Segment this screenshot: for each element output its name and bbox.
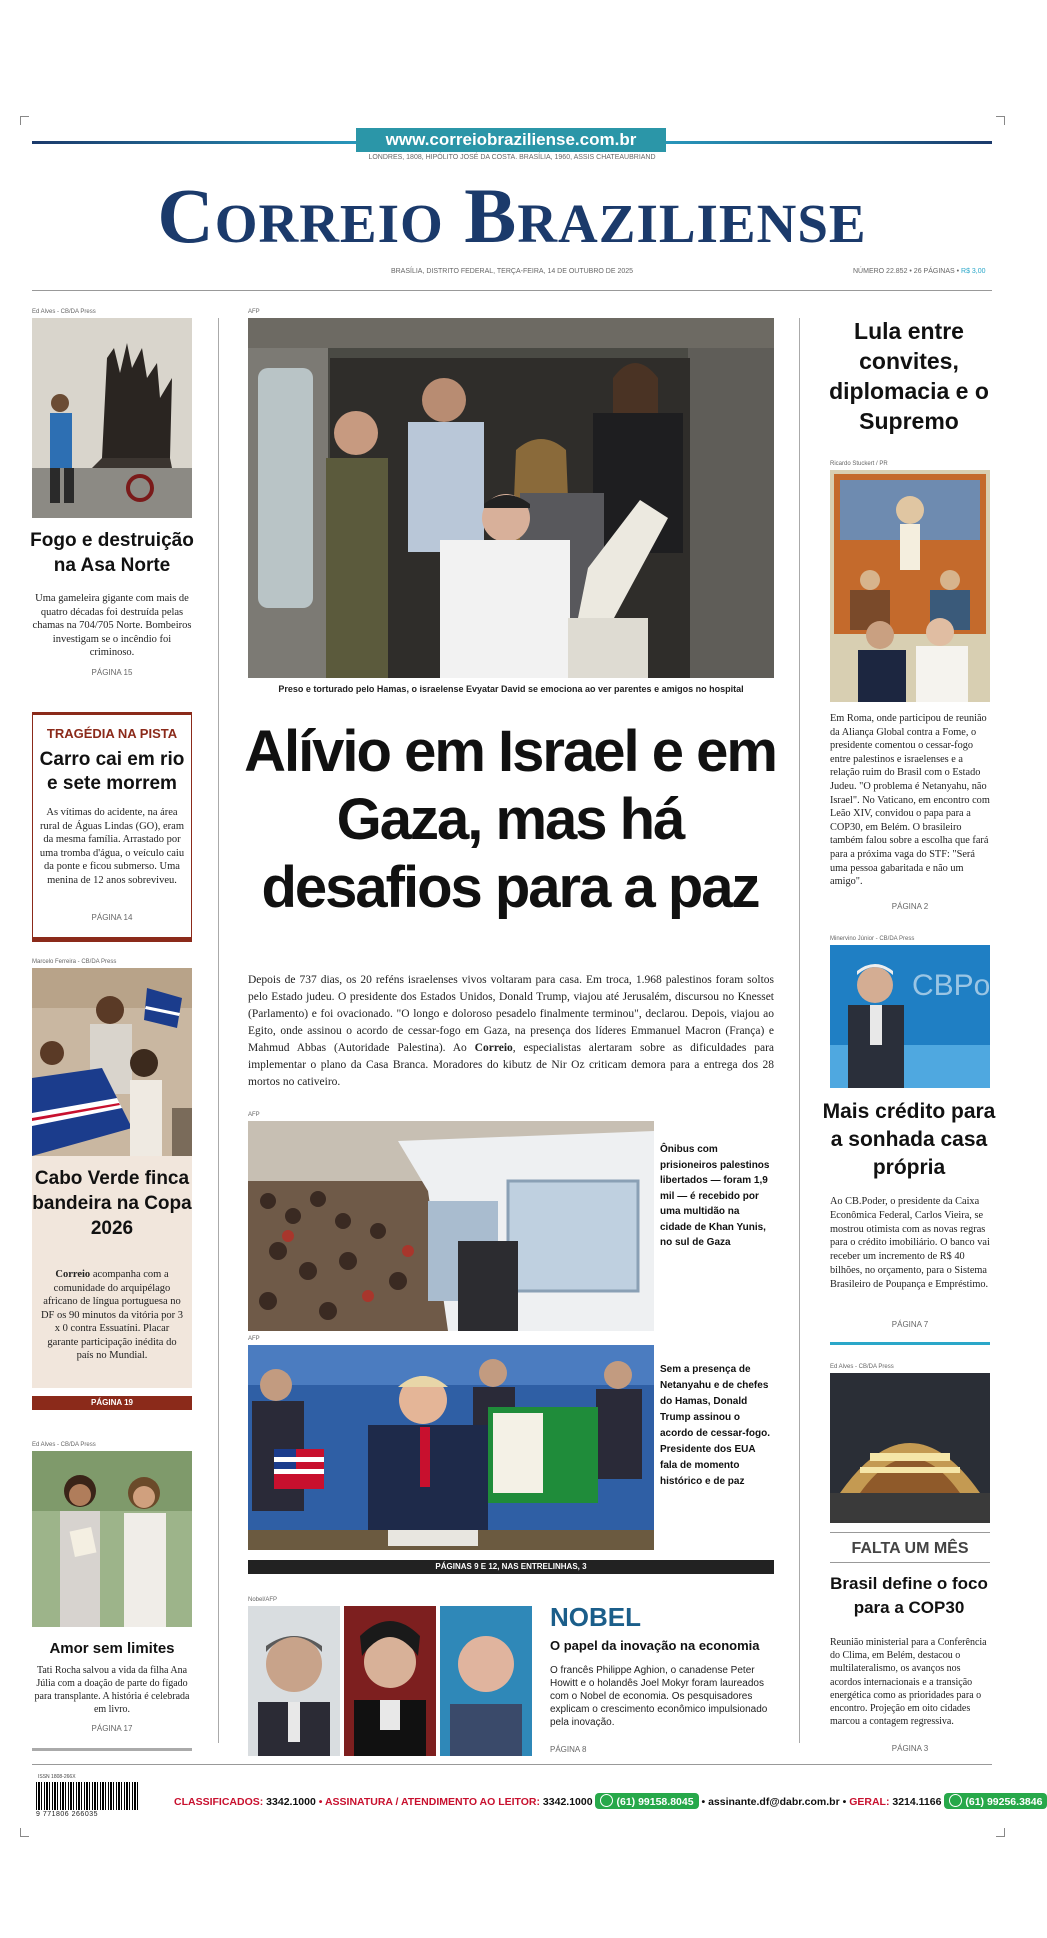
fire-page[interactable]: PÁGINA 15: [91, 668, 133, 677]
whatsapp-icon: [949, 1794, 962, 1807]
photo-credit: Ricardo Stuckert / PR: [830, 461, 888, 467]
nobel-photo-howitt[interactable]: [344, 1606, 436, 1756]
cbpoder-screen-text: CBPoder: [912, 969, 1034, 1002]
cop-kicker: FALTA UM MÊS: [851, 1540, 969, 1557]
nobel-body: O francês Philippe Aghion, o canadense Peter Howitt e o holandês Joel Mokyr foram laureados com o Nobel de economia. Os pesquisadores explicam o crescimento econômico impulsionado pela inovação.: [550, 1665, 768, 1728]
main-photo[interactable]: [248, 318, 774, 678]
photo-credit: Ed Alves - CB/DA Press: [830, 1364, 894, 1370]
masthead-dateline: BRASÍLIA, DISTRITO FEDERAL, TERÇA-FEIRA, 14 DE OUTUBRO DE 2025: [390, 268, 634, 275]
photo-credit: Ed Alves - CB/DA Press: [32, 1442, 96, 1448]
lula-title[interactable]: Lula entre convites, diplomacia e o Supremo: [829, 318, 989, 434]
main-headline[interactable]: Alívio em Israel e em Gaza, mas há desafios para a paz: [244, 719, 776, 920]
tragedy-body: As vítimas do acidente, na área rural de Águas Lindas (GO), eram da mesma família. Arrastado por uma tromba d'água, o veículo caiu da ponte e ficou submerso. Uma menina de 12 anos sobreviveu.: [39, 807, 185, 886]
newspaper-name: Correio Braziliense: [157, 172, 867, 259]
lead-text: Depois de 737 dias, os 20 reféns israelenses vivos voltaram para casa. Em troca, 1.968 palestinos foram soltos pelo Estado judeu. O presidente dos Estados Unidos, Donald Trump, viajou até Jerusalém, discursou no Knesset (Parlamento) e foi ovacionado. "O longo e doloroso pesadelo finalmente terminou", declarou. Depois, viajou ao Egito, onde assinou o acordo de cessar-fogo em Gaza, na presença dos líderes Emmanuel Macron (França) e Mahmud Abbas (Autoridade Palestina). Ao: [248, 974, 774, 1054]
crop-mark: [20, 1828, 29, 1837]
caixa-body: Ao CB.Poder, o presidente da Caixa Econômica Federal, Carlos Vieira, se mostrou otimista com as novas regras para o crédito imobiliário. O banco vai receber um incremento de R$ 40 bilhões, no orçamento, para o Sistema Brasileiro de Poupança e Empréstimo.: [830, 1196, 990, 1290]
rule: [830, 1562, 990, 1563]
love-title[interactable]: Amor sem limites: [49, 1640, 175, 1657]
photo-credit: AFP: [248, 1112, 260, 1118]
assinatura-label: • ASSINATURA / ATENDIMENTO AO LEITOR:: [318, 1796, 540, 1808]
photo-credit: AFP: [248, 309, 260, 315]
main-photo-caption: Preso e torturado pelo Hamas, o israelense Evyatar David se emociona ao ver parentes e amigos no hospital: [278, 684, 744, 694]
cop-body: Reunião ministerial para a Conferência do Clima, em Belém, destacou o multilateralismo, os avanços nos acordos internacionais e a transição energética como as prioridades para o encontro. Projeção em oito cidades marcou a contagem regressiva.: [830, 1637, 987, 1728]
photo-credit: AFP: [248, 1336, 260, 1342]
column-divider: [218, 318, 219, 1743]
bus-photo[interactable]: [248, 1121, 654, 1331]
whatsapp-badge-2[interactable]: [944, 1793, 1047, 1809]
footer-contacts: [174, 1793, 1047, 1809]
accent-rule: [830, 1342, 990, 1345]
whatsapp-number: (61) 99158.8045: [616, 1796, 694, 1808]
crop-mark: [20, 116, 29, 125]
trump-caption: Sem a presença de Netanyahu e de chefes do Hamas, Donald Trump assinou o acordo de cessar-fogo. Presidente dos EUA fala de momento histórico e de paz: [660, 1364, 771, 1487]
price: R$ 3,00: [961, 268, 986, 275]
nobel-page[interactable]: PÁGINA 8: [550, 1745, 587, 1754]
lula-page[interactable]: PÁGINA 2: [891, 902, 929, 911]
trump-photo[interactable]: [248, 1345, 654, 1550]
fire-title[interactable]: Fogo e destruição na Asa Norte: [30, 530, 194, 576]
tragedy-page[interactable]: PÁGINA 14: [91, 913, 133, 922]
correio-strong: Correio: [474, 1042, 513, 1054]
lula-body: Em Roma, onde participou de reunião da Aliança Global contra a Fome, o presidente comentou o cessar-fogo entre palestinos e israelenses e a relação ruim do Brasil com o Estado Judeu. "O problema é Netanyahu, não Israel". No Vaticano, em encontro com Leão XIV, convidou o papa para a COP30, em Belém. O brasileiro também falou sobre a escolha que fará para a próxima vaga do STF: "Será uma pessoa gabaritada e não um amigo".: [830, 713, 990, 888]
main-lead: [248, 972, 774, 1091]
whatsapp-badge-1[interactable]: [595, 1793, 698, 1809]
nobel-photo-mokyr[interactable]: [440, 1606, 532, 1756]
caixa-title[interactable]: Mais crédito para a sonhada casa própria: [822, 1100, 996, 1179]
fire-body: Uma gameleira gigante com mais de quatro décadas foi destruída pelas chamas na 704/705 Norte. Bombeiros investigam se o incêndio foi criminoso.: [32, 593, 192, 658]
cop-page[interactable]: PÁGINA 3: [891, 1744, 929, 1753]
lula-photo[interactable]: [830, 470, 990, 702]
edition-number: NÚMERO 22.852 • 26 PÁGINAS •: [853, 268, 960, 275]
capeverde-title[interactable]: Cabo Verde finca bandeira na Copa 2026: [32, 1168, 192, 1239]
masthead-founders: LONDRES, 1808, HIPÓLITO JOSÉ DA COSTA. BRASÍLIA, 1960, ASSIS CHATEAUBRIAND: [368, 154, 656, 161]
barcode-issn: ISSN 1808-266X: [38, 1774, 76, 1780]
love-page[interactable]: PÁGINA 17: [91, 1724, 133, 1733]
tragedy-title[interactable]: Carro cai em rio e sete morrem: [39, 749, 185, 794]
cop-photo[interactable]: [830, 1373, 990, 1523]
classificados-label: CLASSIFICADOS:: [174, 1796, 264, 1808]
bus-caption: Ônibus com prisioneiros palestinos libertados — foram 1,9 mil — é recebido por uma multidão na cidade de Khan Yunis, no sul de Gaza: [660, 1144, 770, 1248]
photo-credit: Marcelo Ferreira - CB/DA Press: [32, 959, 117, 965]
footer-rule: [32, 1764, 992, 1765]
barcode: [36, 1782, 140, 1810]
capeverde-photo[interactable]: [32, 968, 192, 1156]
capeverde-body: [38, 1268, 186, 1363]
rule: [830, 1532, 990, 1533]
assinatura-phone[interactable]: 3342.1000: [542, 1796, 593, 1808]
masthead-bottom-rule: [32, 290, 992, 291]
barcode-number: 9 771806 266035: [36, 1811, 98, 1818]
classificados-phone[interactable]: 3342.1000: [266, 1796, 316, 1808]
cop-title[interactable]: Brasil define o foco para a COP30: [830, 1574, 988, 1617]
geral-phone[interactable]: 3214.1166: [892, 1796, 942, 1808]
caixa-page[interactable]: PÁGINA 7: [891, 1320, 929, 1329]
nobel-title[interactable]: O papel da inovação na economia: [550, 1638, 760, 1653]
correio-strong: Correio: [55, 1269, 91, 1280]
photo-credit: Ed Alves - CB/DA Press: [32, 309, 96, 315]
nobel-photo-aghion[interactable]: [248, 1606, 340, 1756]
photo-credit: Minervino Júnior - CB/DA Press: [830, 936, 915, 942]
rule: [32, 1748, 192, 1751]
caixa-photo[interactable]: [830, 945, 1034, 1088]
fire-photo[interactable]: [32, 318, 192, 518]
column-divider: [799, 318, 800, 1743]
geral-label: GERAL:: [849, 1796, 890, 1808]
crop-mark: [996, 116, 1005, 125]
capeverde-page[interactable]: PÁGINA 19: [91, 1398, 133, 1407]
photo-credit: Nobel/AFP: [248, 1597, 278, 1603]
lead-text: , especialistas alertaram sobre as dificuldades para implementar o plano da Casa Branca. Moradores do kibutz de Nir Oz criticam demora para a entrega dos 28 mortos no cativeiro.: [248, 1042, 775, 1088]
pages-bar-text[interactable]: PÁGINAS 9 E 12, NAS ENTRELINHAS, 3: [435, 1562, 587, 1571]
nobel-kicker: NOBEL: [550, 1602, 641, 1632]
site-url[interactable]: www.correiobraziliense.com.br: [356, 128, 666, 152]
whatsapp-number: (61) 99256.3846: [965, 1796, 1043, 1808]
whatsapp-icon: [600, 1794, 613, 1807]
edition-info: [853, 268, 986, 275]
love-photo[interactable]: [32, 1451, 192, 1627]
email[interactable]: • assinante.df@dabr.com.br •: [701, 1796, 847, 1808]
tragedy-kicker: TRAGÉDIA NA PISTA: [46, 726, 178, 741]
crop-mark: [996, 1828, 1005, 1837]
capeverde-body-text: acompanha com a comunidade do arquipélago africano de língua portuguesa no DF os 90 minutos da vitória por 3 x 0 contra Essuatíni. Placar garante participação inédita do país no Mundial.: [40, 1269, 184, 1361]
love-body: Tati Rocha salvou a vida da filha Ana Júlia com a doação de parte do fígado para transplante. A história é celebrada em livro.: [34, 1665, 190, 1715]
